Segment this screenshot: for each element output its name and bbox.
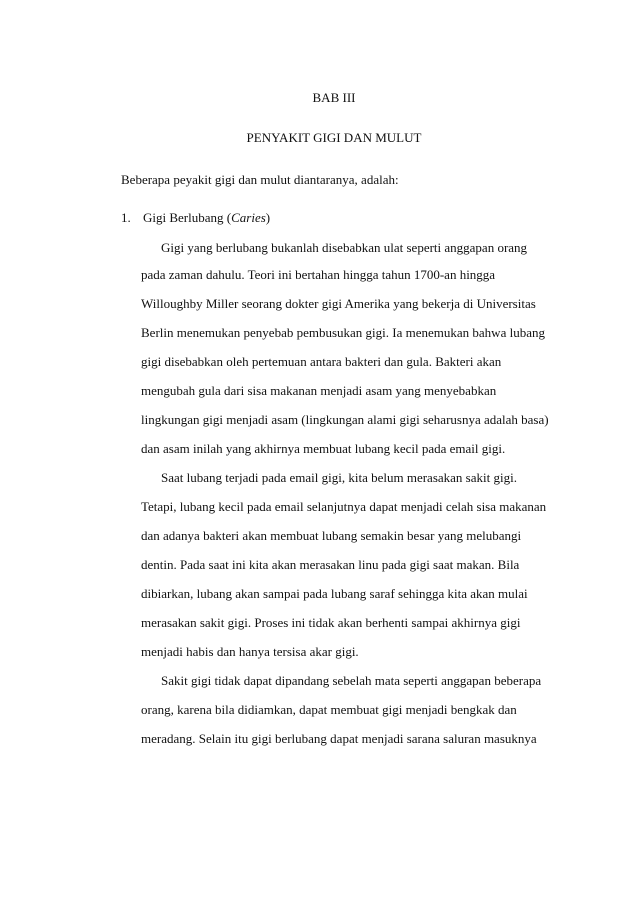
term-open-paren: (	[223, 210, 232, 225]
term-latin: Caries	[231, 210, 266, 225]
paragraph-line: orang, karena bila didiamkan, dapat membuat gigi menjadi bengkak dan	[141, 702, 517, 717]
paragraph-line: Willoughby Miller seorang dokter gigi Amerika yang bekerja di Universitas	[141, 296, 536, 311]
paragraph-line: dan asam inilah yang akhirnya membuat lubang kecil pada email gigi.	[141, 441, 506, 456]
paragraph-line: mengubah gula dari sisa makanan menjadi asam yang menyebabkan	[141, 383, 497, 398]
paragraph-line: lingkungan gigi menjadi asam (lingkungan alami gigi seharusnya adalah basa)	[141, 412, 549, 427]
list-item-heading	[121, 210, 270, 226]
list-item-number: 1.	[121, 210, 131, 225]
paragraph-line: merasakan sakit gigi. Proses ini tidak akan berhenti sampai akhirnya gigi	[141, 615, 521, 630]
paragraph-line: dentin. Pada saat ini kita akan merasakan linu pada gigi saat makan. Bila	[141, 557, 520, 572]
paragraph-line: meradang. Selain itu gigi berlubang dapat menjadi sarana saluran masuknya	[141, 731, 537, 746]
paragraph-line: gigi disebabkan oleh pertemuan antara bakteri dan gula. Bakteri akan	[141, 354, 502, 369]
paragraph-line: dan adanya bakteri akan membuat lubang semakin besar yang melubangi	[141, 528, 522, 543]
paragraph-line: Saat lubang terjadi pada email gigi, kita belum merasakan sakit gigi.	[161, 470, 517, 485]
intro-text: Beberapa peyakit gigi dan mulut diantaranya, adalah:	[121, 172, 399, 187]
paragraph-line: Berlin menemukan penyebab pembusukan gigi. Ia menemukan bahwa lubang	[141, 325, 545, 340]
chapter-title: PENYAKIT GIGI DAN MULUT	[246, 130, 422, 145]
paragraph-line: Gigi yang berlubang bukanlah disebabkan ulat seperti anggapan orang	[161, 240, 528, 255]
paragraph-line: pada zaman dahulu. Teori ini bertahan hingga tahun 1700-an hingga	[141, 267, 496, 282]
paragraph-line: Tetapi, lubang kecil pada email selanjutnya dapat menjadi celah sisa makanan	[141, 499, 547, 514]
chapter-heading: BAB III	[312, 90, 356, 105]
paragraph-line: Sakit gigi tidak dapat dipandang sebelah mata seperti anggapan beberapa	[161, 673, 542, 688]
paragraph-line: menjadi habis dan hanya tersisa akar gigi.	[141, 644, 359, 659]
list-item-title: Gigi Berlubang	[143, 210, 224, 225]
term-close-paren: )	[265, 210, 271, 225]
paragraph-line: dibiarkan, lubang akan sampai pada lubang saraf sehingga kita akan mulai	[141, 586, 528, 601]
